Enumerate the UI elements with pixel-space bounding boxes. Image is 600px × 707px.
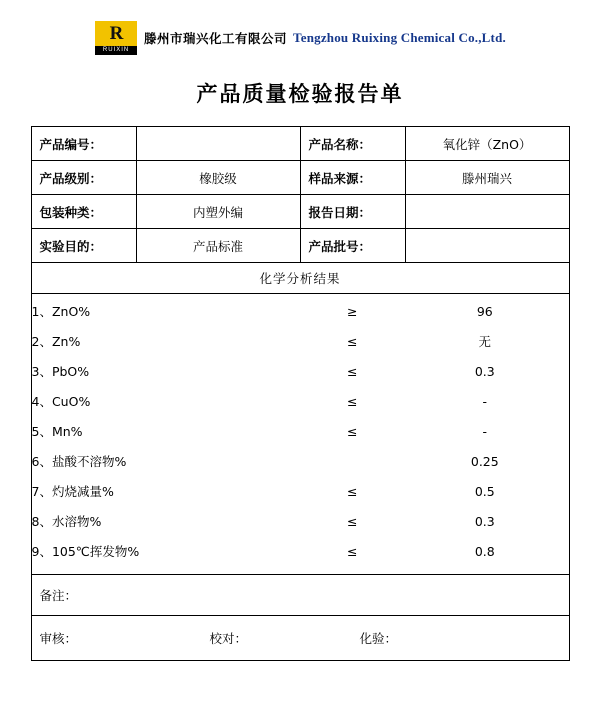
- chem-value: 无: [478, 334, 492, 349]
- list-item: [32, 536, 569, 566]
- table-row: [31, 294, 569, 575]
- document-header: [0, 0, 600, 56]
- chem-name: 2、Zn%: [31, 334, 81, 349]
- field-value: [405, 195, 569, 229]
- table-row: [31, 127, 569, 161]
- check-label: 校对：: [209, 631, 248, 646]
- chem-operator: ≤: [347, 543, 358, 559]
- chem-operator: ≥: [347, 303, 358, 319]
- field-value: 产品标准: [136, 229, 300, 263]
- review-field: [40, 629, 210, 647]
- list-item: [32, 386, 569, 416]
- field-label: 实验目的：: [31, 229, 136, 263]
- field-value: 橡胶级: [136, 161, 300, 195]
- chem-name: 4、CuO%: [31, 394, 91, 409]
- list-item: [32, 506, 569, 536]
- chem-name: 6、盐酸不溶物%: [31, 454, 127, 469]
- chem-value: 0.8: [474, 543, 495, 559]
- field-value: [136, 127, 300, 161]
- logo-wordmark: RUIXIN: [95, 46, 137, 55]
- field-label: 产品编号：: [31, 127, 136, 161]
- field-value: [405, 229, 569, 263]
- chem-value: 96: [476, 303, 493, 319]
- list-item: [32, 446, 569, 476]
- chem-name: 8、水溶物%: [31, 514, 102, 529]
- list-item: [32, 416, 569, 446]
- remark-row: [31, 575, 569, 616]
- chem-results-table: [32, 296, 569, 566]
- company-name-cn: 滕州市瑞兴化工有限公司: [144, 31, 288, 46]
- remark-label: 备注：: [39, 588, 78, 603]
- chem-operator: ≤: [347, 513, 358, 529]
- company-name-en: Tengzhou Ruixing Chemical Co.,Ltd.: [293, 30, 506, 45]
- report-table: [31, 126, 570, 661]
- chem-value: -: [482, 393, 488, 409]
- list-item: [32, 326, 569, 356]
- check-field: [210, 629, 360, 647]
- field-value: 滕州瑞兴: [405, 161, 569, 195]
- chem-operator: ≤: [347, 363, 358, 379]
- chem-name: 5、Mn%: [31, 424, 83, 439]
- chem-value: 0.3: [474, 363, 495, 379]
- field-label: 产品批号：: [300, 229, 405, 263]
- table-row: [31, 616, 569, 661]
- field-value: 氧化锌（ZnO）: [405, 127, 569, 161]
- chem-name: 9、105℃挥发物%: [31, 544, 140, 559]
- signature-row: [31, 616, 569, 661]
- list-item: [32, 296, 569, 326]
- chem-operator: ≤: [347, 483, 358, 499]
- chem-operator: ≤: [347, 393, 358, 409]
- table-row: [31, 263, 569, 294]
- chem-results-block: [31, 294, 569, 575]
- table-row: [31, 195, 569, 229]
- company-logo: [94, 20, 138, 56]
- chem-name: 3、PbO%: [31, 364, 90, 379]
- table-row: [31, 161, 569, 195]
- list-item: [32, 356, 569, 386]
- field-label: 报告日期：: [300, 195, 405, 229]
- chem-name: 1、ZnO%: [31, 304, 91, 319]
- chem-value: -: [482, 423, 488, 439]
- chem-operator: ≤: [347, 423, 358, 439]
- review-label: 审核：: [39, 631, 78, 646]
- field-label: 样品来源：: [300, 161, 405, 195]
- page-title: 产品质量检验报告单: [196, 82, 404, 106]
- list-item: [32, 476, 569, 506]
- chem-section-title: 化学分析结果: [31, 263, 569, 294]
- table-row: [31, 229, 569, 263]
- logo-letter-icon: R: [95, 21, 137, 46]
- field-label: 包装种类：: [31, 195, 136, 229]
- test-field: [360, 629, 500, 647]
- table-row: [31, 575, 569, 616]
- field-label: 产品名称：: [300, 127, 405, 161]
- test-label: 化验：: [359, 631, 398, 646]
- chem-value: 0.25: [470, 453, 499, 469]
- field-value: 内塑外编: [136, 195, 300, 229]
- chem-value: 0.3: [474, 513, 495, 529]
- chem-value: 0.5: [474, 483, 495, 499]
- chem-operator: [303, 446, 401, 476]
- chem-operator: ≤: [347, 333, 358, 349]
- chem-name: 7、灼烧减量%: [31, 484, 114, 499]
- field-label: 产品级别：: [31, 161, 136, 195]
